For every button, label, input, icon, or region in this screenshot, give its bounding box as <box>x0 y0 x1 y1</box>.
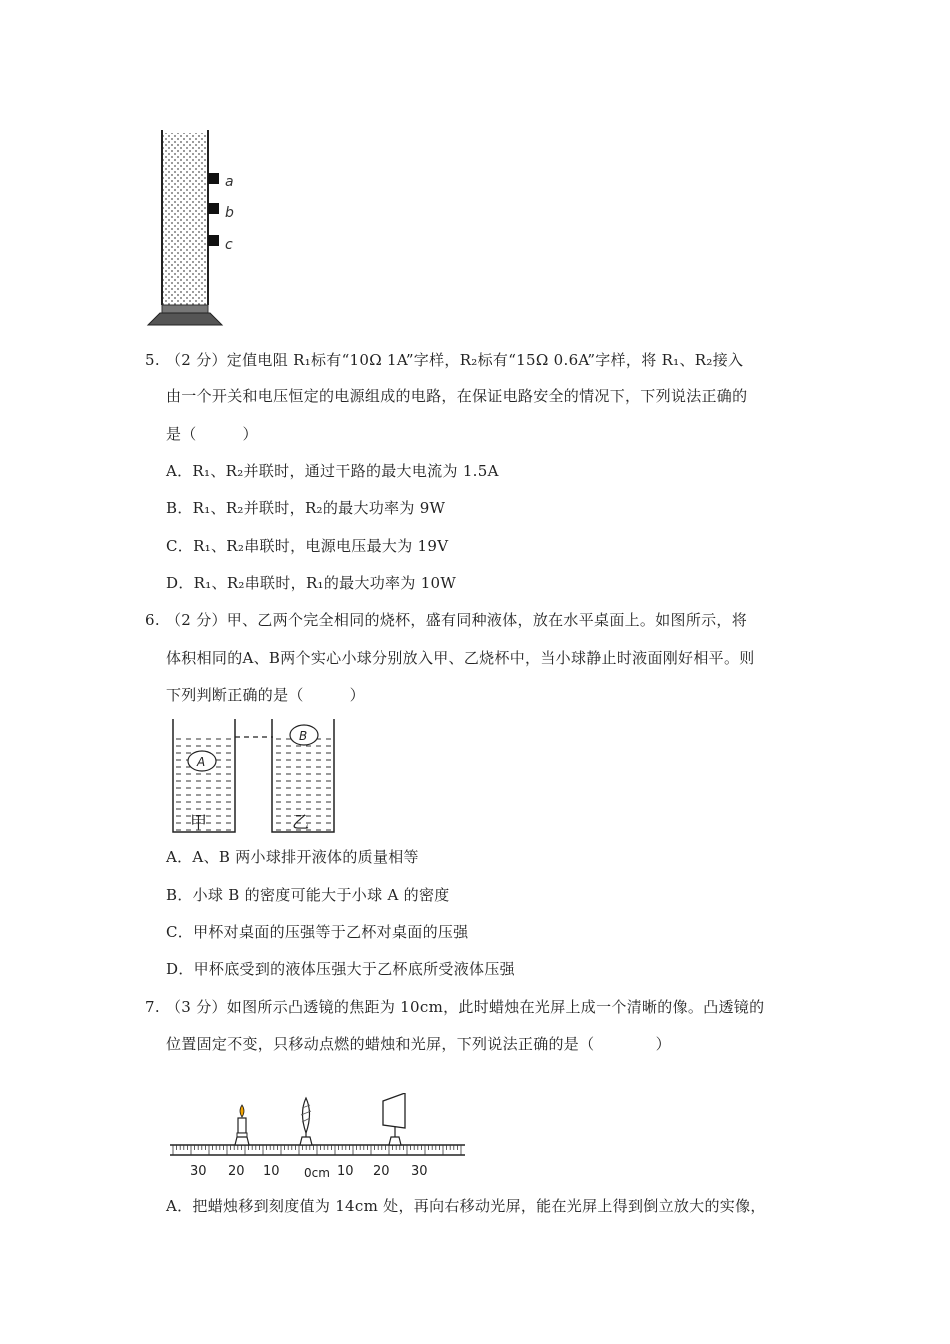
ruler-label-0cm: 0cm <box>304 1166 330 1180</box>
ball-a-label: A <box>197 755 206 769</box>
q5-option-a: A．R₁、R₂并联时，通过干路的最大电流为 1.5A <box>166 462 499 480</box>
q5-stem-line2: 由一个开关和电压恒定的电源组成的电路，在保证电路安全的情况下，下列说法正确的 <box>166 387 748 405</box>
ruler-label-20-left: 20 <box>228 1164 245 1179</box>
ruler-label-20-right: 20 <box>373 1164 390 1179</box>
q6-option-c: C．甲杯对桌面的压强等于乙杯对桌面的压强 <box>166 923 469 941</box>
label-c: c <box>225 237 233 253</box>
q7-stem-line2: 位置固定不变，只移动点燃的蜡烛和光屏，下列说法正确的是（ ） <box>166 1035 671 1053</box>
candle <box>235 1105 249 1145</box>
q7-number: 7. <box>145 998 160 1016</box>
q6-stem-line3: 下列判断正确的是（ ） <box>166 686 365 704</box>
beaker-label-yi: 乙 <box>292 813 310 833</box>
q5-option-c: C．R₁、R₂串联时，电源电压最大为 19V <box>166 537 449 555</box>
cylinder-figure <box>140 125 250 330</box>
q5-number: 5. <box>145 351 160 369</box>
q6-stem-line1: （2 分）甲、乙两个完全相同的烧杯，盛有同种液体，放在水平桌面上。如图所示，将 <box>166 611 748 629</box>
hole-a <box>208 173 219 184</box>
q7-option-a: A．把蜡烛移到刻度值为 14cm 处，再向右移动光屏，能在光屏上得到倒立放大的实像， <box>166 1197 766 1215</box>
ball-b-label: B <box>299 729 308 743</box>
optical-bench-figure <box>165 1093 470 1188</box>
q5-option-b: B．R₁、R₂并联时，R₂的最大功率为 9W <box>166 499 446 517</box>
hole-c <box>208 235 219 246</box>
convex-lens <box>300 1098 312 1145</box>
ruler-label-10-right: 10 <box>337 1164 354 1179</box>
q5-stem-line3: 是（ ） <box>166 425 258 443</box>
q6-number: 6. <box>145 611 160 629</box>
q6-option-b: B．小球 B 的密度可能大于小球 A 的密度 <box>166 886 450 904</box>
ruler-label-30-left: 30 <box>190 1164 207 1179</box>
label-a: a <box>225 174 234 190</box>
q7-stem-line1: （3 分）如图所示凸透镜的焦距为 10cm，此时蜡烛在光屏上成一个清晰的像。凸透镜的 <box>166 998 765 1016</box>
ruler-label-30-right: 30 <box>411 1164 428 1179</box>
label-b: b <box>225 205 234 221</box>
q6-option-a: A．A、B 两小球排开液体的质量相等 <box>166 848 419 866</box>
q6-option-d: D．甲杯底受到的液体压强大于乙杯底所受液体压强 <box>166 960 515 978</box>
q6-stem-line2: 体积相同的A、B两个实心小球分别放入甲、乙烧杯中，当小球静止时液面刚好相平。则 <box>166 649 755 667</box>
hole-b <box>208 203 219 214</box>
q5-stem-line1: （2 分）定值电阻 R₁标有“10Ω 1A”字样，R₂标有“15Ω 0.6A”字样，将 R₁、R₂接入 <box>166 351 744 369</box>
light-screen <box>383 1093 405 1145</box>
q5-option-d: D．R₁、R₂串联时，R₁的最大功率为 10W <box>166 574 457 592</box>
beaker-label-jia: 甲 <box>190 813 208 833</box>
ruler-ticks <box>173 1145 461 1155</box>
ruler-label-10-left: 10 <box>263 1164 280 1179</box>
